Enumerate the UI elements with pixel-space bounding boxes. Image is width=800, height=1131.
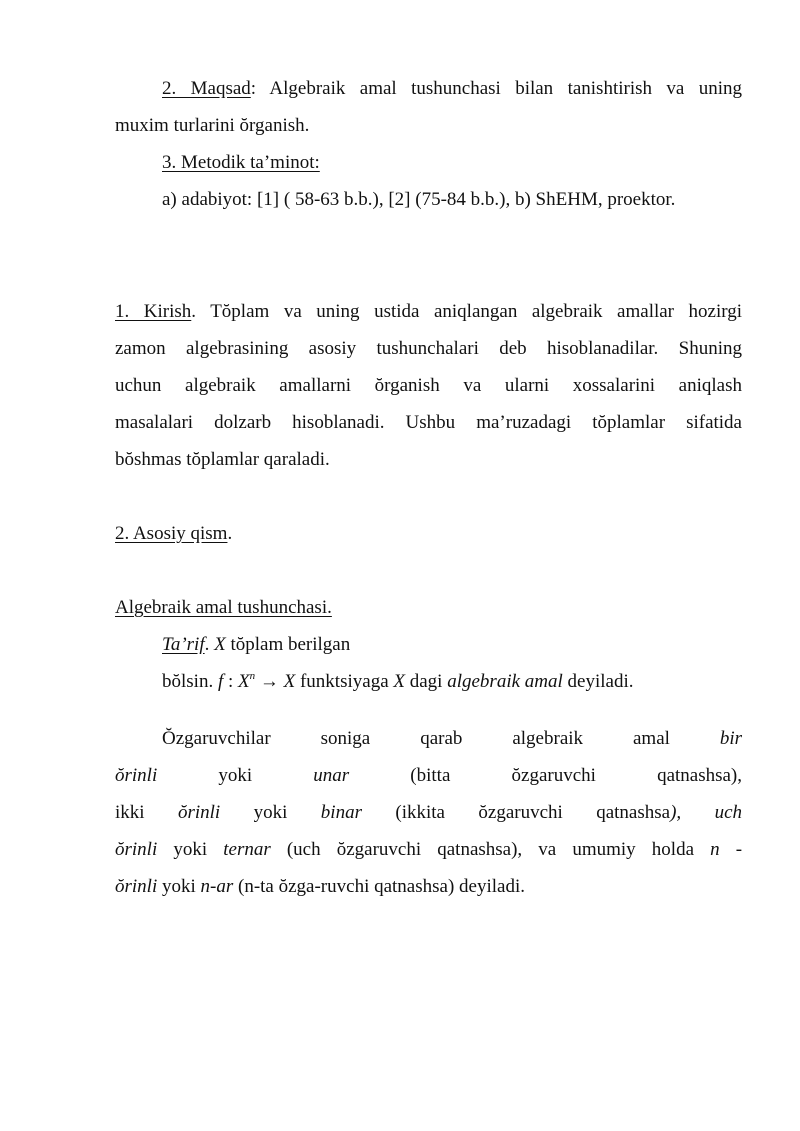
word: (bitta xyxy=(410,765,451,786)
word: yoki xyxy=(253,802,288,823)
word: qatnashsa xyxy=(596,802,671,823)
intro-line-5: bŏshmas tŏplamlar qaraladi. xyxy=(115,449,330,470)
word: umumiy xyxy=(572,839,636,860)
word: ikki xyxy=(115,802,145,823)
intro-label: 1. Kirish xyxy=(115,301,192,322)
word: n-ar xyxy=(200,876,234,897)
method-line: a) adabiyot: [1] ( 58-63 b.b.), [2] (75-84 b.b.), b) ShEHM, proektor. xyxy=(162,189,676,210)
main-label: 2. Asosiy qism xyxy=(115,523,228,544)
word: va xyxy=(538,839,557,860)
word: unar xyxy=(313,765,350,786)
definition-label: Ta’rif xyxy=(162,634,205,655)
word: soniga xyxy=(320,728,371,749)
word: (uch xyxy=(286,839,321,860)
arrow-icon: → xyxy=(259,671,279,692)
goal-label: 2. Maqsad xyxy=(162,78,251,99)
word: ), xyxy=(670,802,682,823)
word: binar xyxy=(320,802,362,823)
word: qarab xyxy=(420,728,463,749)
map-colon: : xyxy=(227,671,234,692)
intro-line-4: masalalari dolzarb hisoblanadi. Ushbu ma’ruzadagi tŏplamlar sifatida xyxy=(115,412,742,433)
word: ŏrinli xyxy=(177,802,221,823)
dagi-word: dagi xyxy=(409,671,443,692)
types-line-1 xyxy=(162,727,742,751)
power-n: n xyxy=(249,670,256,682)
function-f: f xyxy=(217,671,224,692)
word: Ŏzgaruvchilar xyxy=(162,728,271,749)
word: yoki xyxy=(173,839,208,860)
word: ŏrinli xyxy=(115,876,158,897)
word: holda xyxy=(651,839,695,860)
main-heading xyxy=(115,522,742,546)
word: (ikkita xyxy=(395,802,445,823)
types-line-4 xyxy=(115,838,742,862)
word: amal xyxy=(632,728,670,749)
concept-title xyxy=(115,596,742,620)
funk-word: funktsiyaga xyxy=(299,671,389,692)
word: yoki xyxy=(218,765,253,786)
types-line-2 xyxy=(115,764,742,788)
domain-x: X xyxy=(238,671,250,692)
method-label: 3. Metodik ta’minot: xyxy=(162,152,320,173)
word: ternar xyxy=(223,839,271,860)
word: bir xyxy=(719,728,743,749)
word: n xyxy=(710,839,720,860)
word: ŏzgaruvchi xyxy=(336,839,422,860)
intro-text: . Tŏplam va uning ustida aniqlangan algebraik amallar hozirgi xyxy=(191,301,742,322)
word: ŏrinli xyxy=(115,839,158,860)
method-heading xyxy=(162,151,742,175)
word: ŏrinli xyxy=(115,765,158,786)
deyiladi-word: deyiladi. xyxy=(567,671,634,692)
definition-line-2 xyxy=(162,670,742,694)
set-x-2: X xyxy=(393,671,405,692)
goal-line-2: muxim turlarini ŏrganish. xyxy=(115,115,310,136)
word: - xyxy=(735,839,743,860)
intro-line-3: uchun algebraik amallarni ŏrganish va ularni xossalarini aniqlash xyxy=(115,375,742,396)
word: uch xyxy=(714,802,743,823)
bolsin-word: bŏlsin. xyxy=(162,671,214,692)
word: yoki xyxy=(161,876,196,897)
definition-text: tŏplam berilgan xyxy=(230,634,351,655)
codomain-x: X xyxy=(283,671,296,692)
types-line-3 xyxy=(115,801,742,825)
definition-dot: . xyxy=(204,634,210,655)
definition-line-1 xyxy=(162,633,742,657)
word: ŏzgaruvchi xyxy=(511,765,596,786)
algebraic-operation-term: algebraik amal xyxy=(447,671,563,692)
word: (n-ta ŏzga-ruvchi qatnashsa) deyiladi. xyxy=(238,876,525,897)
concept-title-text: Algebraik amal tushunchasi. xyxy=(115,597,332,618)
main-dot: . xyxy=(227,523,233,544)
word: qatnashsa), xyxy=(437,839,523,860)
word: qatnashsa), xyxy=(657,765,743,786)
set-x: X xyxy=(214,634,226,655)
word: algebraik xyxy=(512,728,584,749)
types-line-5 xyxy=(115,875,742,899)
goal-line-1 xyxy=(162,77,742,101)
intro-line-1 xyxy=(115,300,742,324)
word: ŏzgaruvchi xyxy=(478,802,563,823)
intro-line-2: zamon algebrasining asosiy tushunchalari deb hisoblanadilar. Shuning xyxy=(115,338,742,359)
goal-text: : Algebraik amal tushunchasi bilan tanishtirish va uning xyxy=(250,78,743,99)
